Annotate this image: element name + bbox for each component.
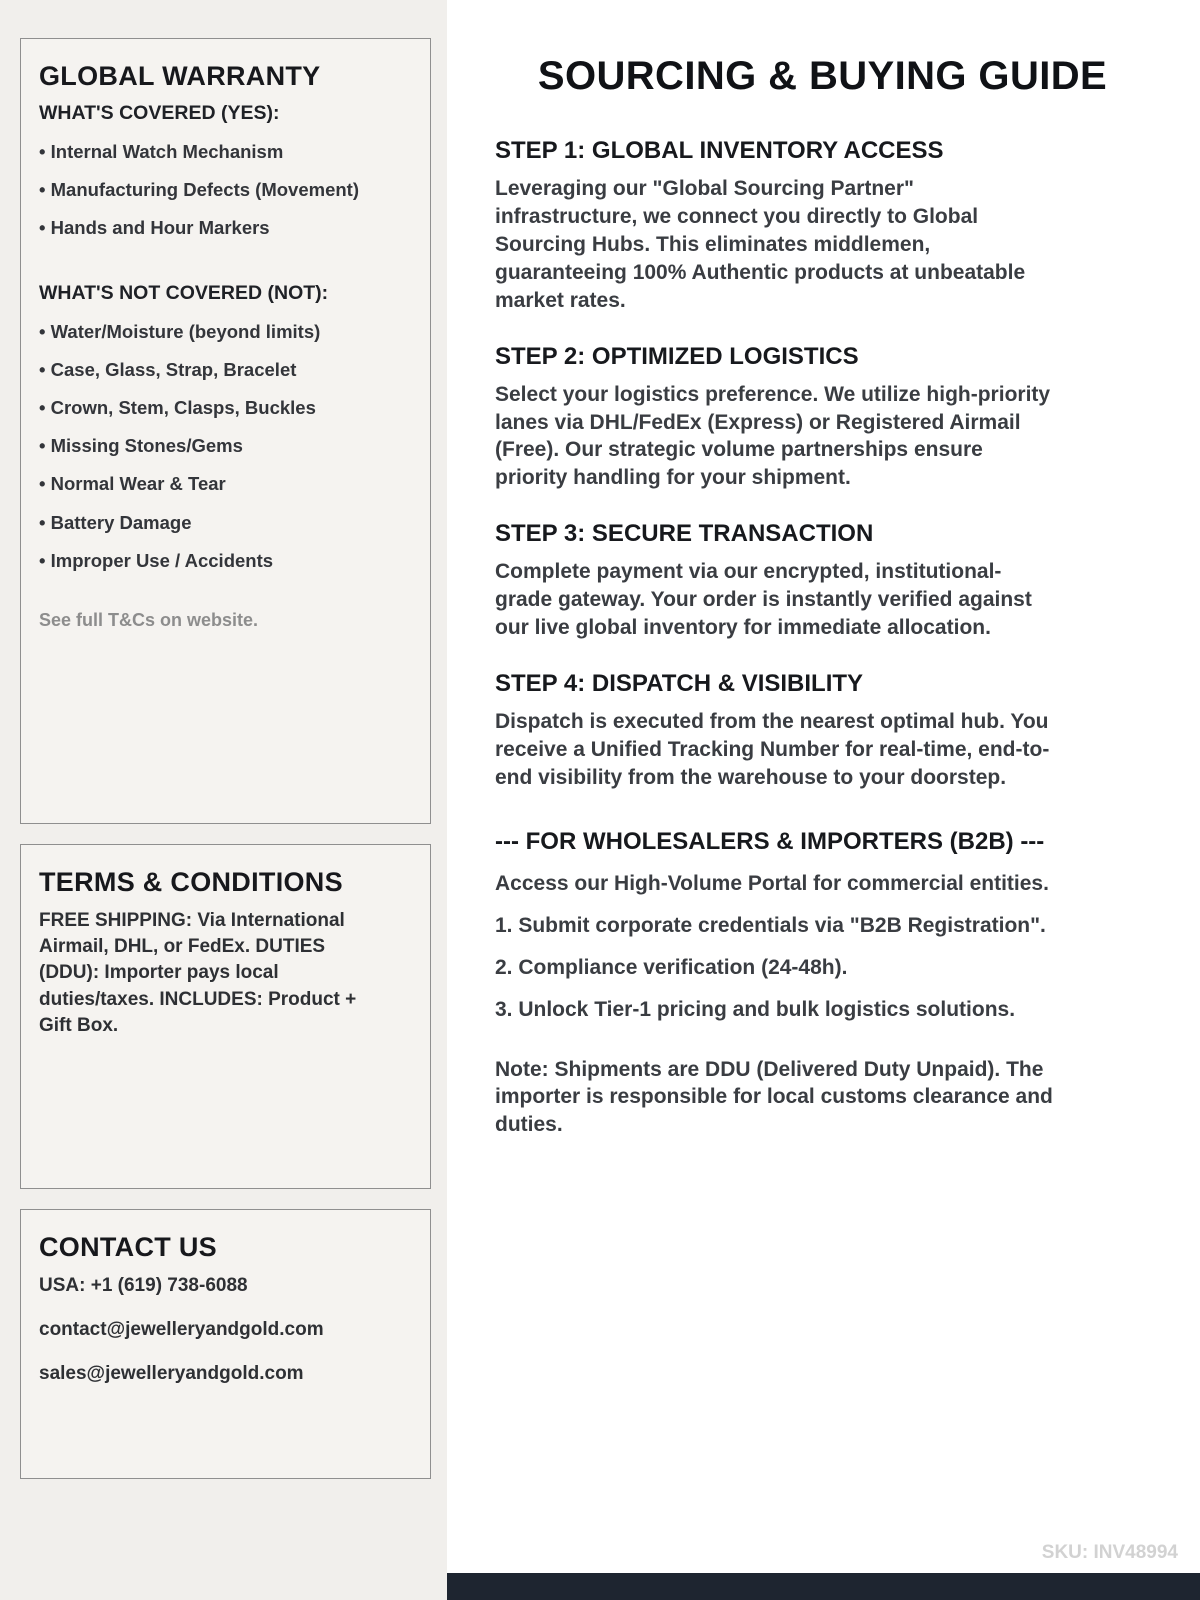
step-2-body: Select your logistics preference. We utilize high-priority lanes via DHL/FedEx (Express) or Registered Airmail (Free). Our strategic volume partnerships ensure priority handling for your shipment. <box>495 382 1051 490</box>
footer-bar <box>447 1573 1200 1600</box>
warranty-title: GLOBAL WARRANTY <box>39 61 321 91</box>
step-3-body: Complete payment via our encrypted, institutional-grade gateway. Your order is instantly verified against our live global inventory for immediate allocation. <box>495 560 1032 640</box>
list-item: • Improper Use / Accidents <box>39 542 412 580</box>
b2b-item-1: 1. Submit corporate credentials via "B2B Registration". <box>495 913 1046 937</box>
list-item: • Crown, Stem, Clasps, Buckles <box>39 389 412 427</box>
step-2-section <box>495 343 1150 493</box>
warranty-not-covered-title: WHAT'S NOT COVERED (NOT): <box>39 281 329 304</box>
step-1-body: Leveraging our "Global Sourcing Partner" infrastructure, we connect you directly to Global Sourcing Hubs. This eliminates middlemen, guaranteeing 100% Authentic products at unbeatable market rates. <box>495 177 1026 312</box>
sku-label: SKU: INV48994 <box>1041 1542 1178 1563</box>
step-4-body: Dispatch is executed from the nearest optimal hub. You receive a Unified Tracking Number for real-time, end-to-end visibility from the warehouse to your doorstep. <box>495 710 1050 789</box>
list-item: • Internal Watch Mechanism <box>39 133 412 171</box>
step-2-title: STEP 2: OPTIMIZED LOGISTICS <box>495 342 859 370</box>
list-item: • Hands and Hour Markers <box>39 209 412 247</box>
b2b-item-2: 2. Compliance verification (24-48h). <box>495 955 848 979</box>
b2b-note: Note: Shipments are DDU (Delivered Duty Unpaid). The importer is responsible for local customs clearance and duties. <box>495 1057 1053 1137</box>
warranty-footnote: See full T&Cs on website. <box>39 609 259 630</box>
list-item: • Battery Damage <box>39 504 412 542</box>
global-warranty-panel <box>20 38 431 824</box>
contact-email: contact@jewelleryandgold.com <box>39 1319 324 1340</box>
b2b-intro: Access our High-Volume Portal for commercial entities. <box>495 871 1049 895</box>
list-item: • Manufacturing Defects (Movement) <box>39 171 412 209</box>
step-4-section <box>495 670 1150 792</box>
contact-us-panel <box>20 1209 431 1479</box>
warranty-not-covered-list <box>39 313 412 580</box>
sales-email: sales@jewelleryandgold.com <box>39 1363 304 1384</box>
step-3-title: STEP 3: SECURE TRANSACTION <box>495 520 874 548</box>
sidebar <box>0 0 447 1600</box>
b2b-section <box>495 828 1150 1139</box>
step-1-section <box>495 137 1150 315</box>
warranty-covered-title: WHAT'S COVERED (YES): <box>39 102 280 124</box>
terms-title: TERMS & CONDITIONS <box>39 867 343 897</box>
list-item: • Missing Stones/Gems <box>39 427 412 465</box>
page-title: SOURCING & BUYING GUIDE <box>537 54 1108 98</box>
step-4-title: STEP 4: DISPATCH & VISIBILITY <box>495 670 864 698</box>
main-content <box>447 0 1200 1600</box>
terms-conditions-panel <box>20 844 431 1189</box>
list-item: • Normal Wear & Tear <box>39 465 412 503</box>
warranty-covered-list <box>39 133 412 248</box>
b2b-item-3: 3. Unlock Tier-1 pricing and bulk logistics solutions. <box>495 997 1016 1021</box>
b2b-title: --- FOR WHOLESALERS & IMPORTERS (B2B) --- <box>495 827 1045 855</box>
step-3-section <box>495 520 1150 642</box>
contact-title: CONTACT US <box>39 1232 217 1262</box>
list-item: • Case, Glass, Strap, Bracelet <box>39 351 412 389</box>
list-item: • Water/Moisture (beyond limits) <box>39 313 412 351</box>
terms-body: FREE SHIPPING: Via International Airmail, DHL, or FedEx. DUTIES (DDU): Importer pays local duties/taxes. INCLUDES: Product + Gift Box. <box>39 910 357 1036</box>
contact-phone: USA: +1 (619) 738-6088 <box>39 1275 248 1296</box>
step-1-title: STEP 1: GLOBAL INVENTORY ACCESS <box>495 137 944 164</box>
